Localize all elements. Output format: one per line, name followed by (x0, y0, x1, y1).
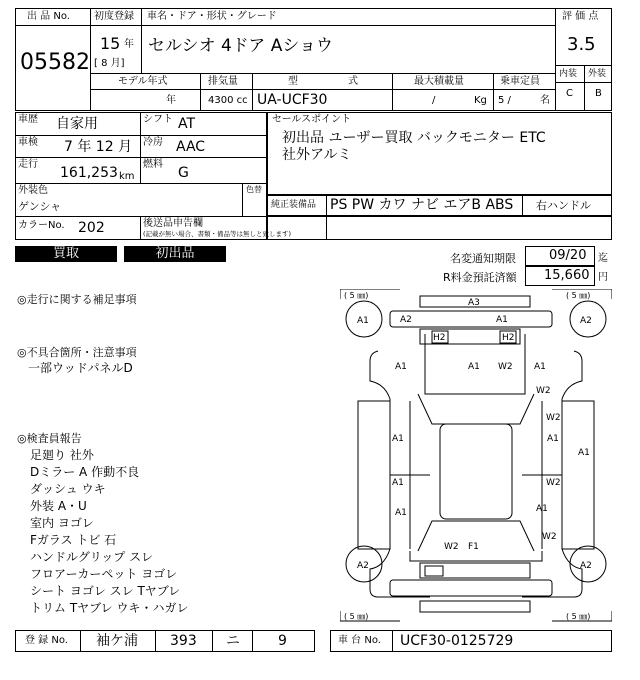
model-year-unit: 年 (166, 95, 176, 106)
car-name: セルシオ 4ドア Aショウ (148, 36, 333, 56)
recycle-value: 15,660 (544, 268, 590, 283)
sales-line-2: 社外アルミ (282, 147, 352, 163)
mark-rear-glass-w: W2 (546, 413, 561, 423)
recolor-label: 色替 (246, 185, 262, 194)
mark-roof-rear-a: A1 (468, 362, 480, 372)
capacity-unit: 名 (540, 95, 550, 106)
sales-label: セールスポイント (272, 114, 352, 125)
mark-rear-wheel-right: A2 (580, 316, 592, 326)
rating-value: 3.5 (567, 34, 596, 55)
inspector-item: Dミラー A 作動不良 (30, 465, 140, 479)
inspector-item: シート ヨゴレ スレ Tヤブレ (30, 584, 181, 598)
mark-rear-bumper-right: A1 (496, 315, 508, 325)
first-reg-year: 15 (100, 34, 121, 53)
lot-number: 05582 (20, 50, 90, 75)
exterior-label: 外装 (588, 69, 607, 79)
mileage-value: 161,253 (60, 165, 118, 181)
shift-label: シフト (143, 114, 173, 125)
inspector-item: トリム Tヤブレ ウキ・ハガレ (30, 601, 189, 615)
mark-rear-bumper: A3 (468, 298, 480, 308)
mark-rear-bumper-left: A2 (400, 315, 412, 325)
mark-front-wheel-right: A2 (580, 561, 592, 571)
mark-left-fender: A1 (395, 508, 407, 518)
docs-label: 後送品申告欄 (143, 218, 203, 229)
type-label-2: 式 (348, 76, 358, 87)
max-load-unit: Kg (474, 95, 487, 106)
deadline-value: 09/20 (549, 248, 587, 263)
mark-trunk-left: H2 (433, 333, 446, 343)
max-load-label: 最大積載量 (414, 76, 464, 87)
lot-label: 出 品 No. (27, 11, 70, 22)
inspector-item: Fガラス トビ 石 (30, 533, 117, 547)
first-reg-month: [ 8 月] (94, 58, 125, 69)
capacity-value: 5 / (498, 95, 511, 106)
fuel-label: 燃料 (143, 159, 163, 170)
ac-value: AAC (176, 139, 206, 155)
mileage-unit: km (119, 171, 135, 182)
first-reg-label: 初度登録 (94, 11, 134, 22)
tire-depth-rear-left: ( 5 ㎜) (344, 291, 369, 300)
sales-line-1: 初出品 ユーザー買取 バックモニター ETC (282, 130, 546, 146)
handle-value: 右ハンドル (536, 199, 591, 212)
inspection-label: 車検 (18, 137, 38, 148)
color-value: ゲンシャ (18, 200, 62, 213)
color-label: 外装色 (18, 185, 48, 196)
inspector-item: 外装 A・U (30, 499, 87, 513)
mark-right-front-door: W2 (546, 478, 561, 488)
reg-kana: ニ (226, 633, 240, 649)
car-damage-diagram (340, 289, 612, 626)
inspector-item: ダッシュ ウキ (30, 482, 106, 496)
recycle-unit: 円 (598, 272, 608, 283)
interior-label: 内装 (559, 69, 578, 79)
tire-depth-rear-right: ( 5 ㎜) (566, 291, 591, 300)
color-no-value: 202 (78, 220, 105, 236)
docs-note: (記載が無い場合、書類・備品等は無しと致します) (143, 230, 292, 238)
defects-title: ◎不具合箇所・注意事項 (17, 346, 137, 359)
recycle-label: R料金預託済額 (443, 271, 517, 284)
mark-right-fender-a: A1 (536, 504, 548, 514)
mark-left-front-door: A1 (392, 478, 404, 488)
car-name-label: 車名・ドア・形状・グレード (147, 11, 277, 22)
type-label: 型 (288, 76, 298, 87)
reg-label: 登 録 No. (25, 635, 68, 646)
docs-extra-frame (267, 216, 612, 240)
inspector-item: フロアーカーペット ヨゴレ (30, 567, 178, 581)
tag-first-listing: 初出品 (124, 246, 226, 262)
max-load-value: / (432, 95, 436, 106)
mileage-label: 走行 (18, 159, 38, 170)
type-code: UA-UCF30 (257, 92, 328, 108)
tire-depth-front-right: ( 5 ㎜) (566, 612, 591, 621)
reg-class: 393 (170, 633, 197, 649)
reg-number: 9 (278, 633, 287, 649)
equipment-label: 純正装備品 (271, 200, 317, 210)
inspector-item: 室内 ヨゴレ (30, 516, 94, 530)
year-unit: 年 (124, 39, 134, 50)
deadline-unit: 迄 (598, 253, 608, 264)
mark-trunk-right: H2 (502, 333, 515, 343)
mark-right-fender-w: W2 (542, 532, 557, 542)
displacement-value: 4300 cc (208, 95, 248, 106)
interior-grade: C (566, 88, 573, 99)
mark-right-rear-door: A1 (547, 434, 559, 444)
inspector-title: ◎検査員報告 (17, 432, 82, 445)
chassis-label: 車 台 No. (338, 635, 381, 646)
equipment-value: PS PW カワ ナビ エアB ABS (330, 197, 514, 213)
color-no-label: カラーNo. (18, 220, 65, 231)
mark-rear-wheel-left: A1 (357, 316, 369, 326)
mark-right-rear-w: W2 (536, 386, 551, 396)
reg-area: 袖ケ浦 (96, 633, 138, 649)
capacity-label: 乗車定員 (500, 76, 540, 87)
inspector-list (30, 447, 188, 617)
shift-value: AT (178, 116, 196, 132)
ac-label: 冷房 (143, 137, 163, 148)
tire-depth-front-left: ( 5 ㎜) (344, 612, 369, 621)
model-year-label: モデル年式 (118, 76, 168, 87)
tag-buyout: 買取 (15, 246, 117, 262)
driving-title: ◎走行に関する補足事項 (17, 293, 137, 306)
mark-windshield-f: F1 (468, 542, 479, 552)
mark-windshield-w: W2 (444, 542, 459, 552)
inspector-item: ハンドルグリップ スレ (30, 550, 154, 564)
chassis-number: UCF30-0125729 (400, 633, 514, 649)
defect-item: 一部ウッドパネルD (28, 361, 133, 375)
history-value: 自家用 (56, 116, 98, 132)
rating-label: 評 価 点 (562, 11, 599, 22)
exterior-grade: B (595, 88, 602, 99)
inspection-value: 7 年 12 月 (64, 139, 133, 155)
mark-roof-rear-w: W2 (498, 362, 513, 372)
deadline-label: 名変通知期限 (450, 252, 516, 265)
mark-front-wheel-left: A2 (357, 561, 369, 571)
mark-left-rear-door: A1 (392, 434, 404, 444)
inspector-item: 足廻り 社外 (30, 448, 94, 462)
mark-right-rocker: A1 (578, 448, 590, 458)
history-label: 車歴 (18, 114, 38, 125)
mark-left-quarter: A1 (395, 362, 407, 372)
displacement-label: 排気量 (208, 76, 238, 87)
fuel-value: G (178, 165, 189, 181)
mark-right-quarter: A1 (534, 362, 546, 372)
